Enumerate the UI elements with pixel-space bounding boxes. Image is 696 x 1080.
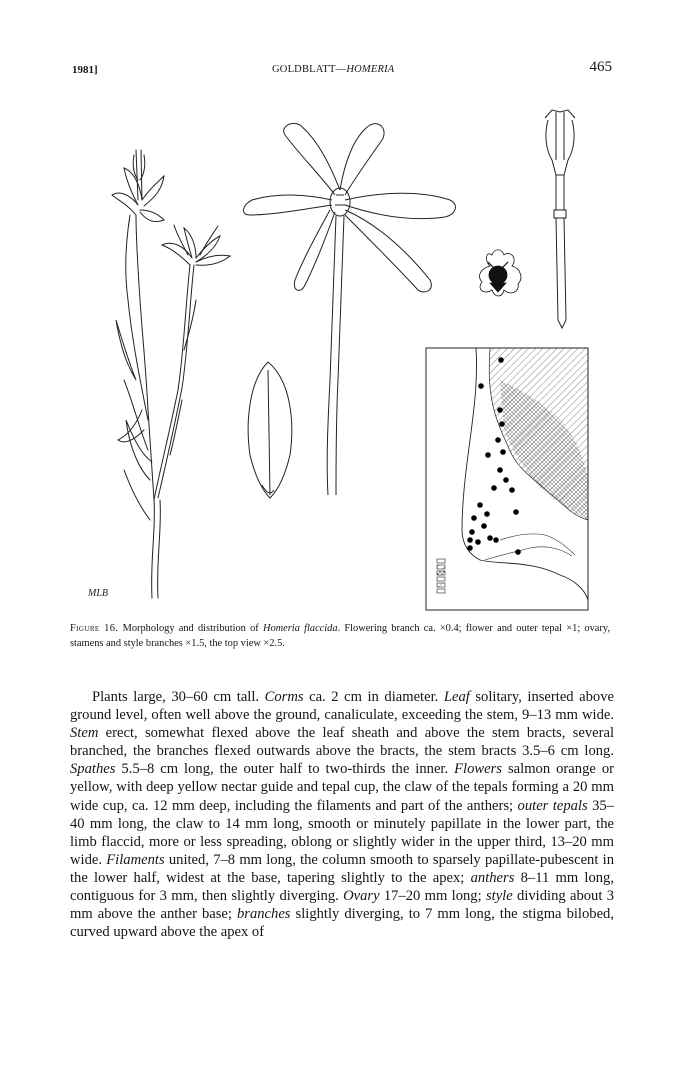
body-text-run: slightly diverging, to 7 mm long, the stigma bilobed, curved upward above the apex of bbox=[70, 906, 614, 941]
body-text-run: united, 7–8 mm long, the column smooth to sparsely papillate-pubescent in the lower half, widest at the base, tapering slightly to the apex; bbox=[70, 851, 614, 886]
italic-term: Leaf bbox=[443, 689, 470, 705]
body-text-run: Plants large, 30–60 cm tall. bbox=[92, 689, 265, 705]
italic-term: outer tepals bbox=[517, 797, 588, 814]
body-text-run: 35–40 mm long, the claw to 14 mm long, smooth or minutely papillate in the lower part, the limb flaccid, more or less spreading, oblong or slightly wider in the upper third, 13–20 mm wide. bbox=[70, 797, 614, 868]
italic-term: anthers bbox=[470, 869, 515, 886]
running-title-genus: HOMERIA bbox=[346, 64, 395, 75]
caption-text-a: Morphology and distribution of bbox=[118, 623, 263, 634]
outer-tepal-drawing bbox=[248, 362, 292, 498]
flowering-branch-drawing bbox=[112, 150, 230, 598]
flower-drawing bbox=[243, 123, 455, 495]
caption-text-b: . Flowering branch ca. ×0.4; flower and outer tepal ×1; ovary, stamens and style branches ×1.5, the top view ×2.5. bbox=[70, 623, 610, 649]
stamens-style-drawing bbox=[545, 110, 575, 328]
distribution-map bbox=[426, 348, 588, 610]
italic-term: Stem bbox=[70, 725, 99, 742]
body-text-run: dividing about 3 mm above the anther base; bbox=[70, 888, 614, 923]
italic-term: Filaments bbox=[106, 851, 165, 868]
body-text-run: 8–11 mm long, contiguous for 3 mm, then slightly diverging. bbox=[70, 869, 615, 905]
body-text-run: erect, somewhat flexed above the leaf sheath and above the stem bracts, several branched, the branches flexed outwards above the bracts, the stem bracts 3.5–6 cm long. bbox=[70, 725, 614, 760]
italic-term: branches bbox=[236, 906, 291, 923]
running-title-author: GOLDBLATT— bbox=[272, 64, 347, 75]
body-text-run: solitary, inserted above ground level, often well above the ground, canaliculate, exceeding the stem, 9–13 mm wide. bbox=[70, 689, 614, 724]
body-text-run: 17–20 mm long; bbox=[379, 888, 486, 905]
italic-term: Spathes bbox=[70, 761, 116, 778]
italic-term: style bbox=[485, 888, 513, 905]
species-description-paragraph bbox=[70, 688, 614, 941]
caption-label: Figure 16. bbox=[70, 623, 119, 634]
header-year: 1981] bbox=[72, 64, 98, 76]
artist-initials: MLB bbox=[88, 588, 108, 599]
top-view-drawing bbox=[480, 250, 521, 296]
page-number: 465 bbox=[589, 59, 612, 75]
caption-species: Homeria flaccida bbox=[262, 623, 338, 634]
body-text-run: 5.5–8 cm long, the outer half to two-thirds the inner. bbox=[115, 761, 455, 778]
body-text-run: ca. 2 cm in diameter. bbox=[303, 689, 444, 705]
italic-term: Flowers bbox=[454, 761, 502, 778]
body-text-run: salmon orange or yellow, with deep yellow nectar guide and tepal cup, the claw of the tepals forming a 20 mm wide cup, ca. 12 mm deep, including the filaments and part of the anthers; bbox=[70, 761, 614, 814]
italic-term: Corms bbox=[264, 689, 304, 705]
figure-caption bbox=[70, 621, 610, 651]
italic-term: Ovary bbox=[343, 888, 380, 905]
